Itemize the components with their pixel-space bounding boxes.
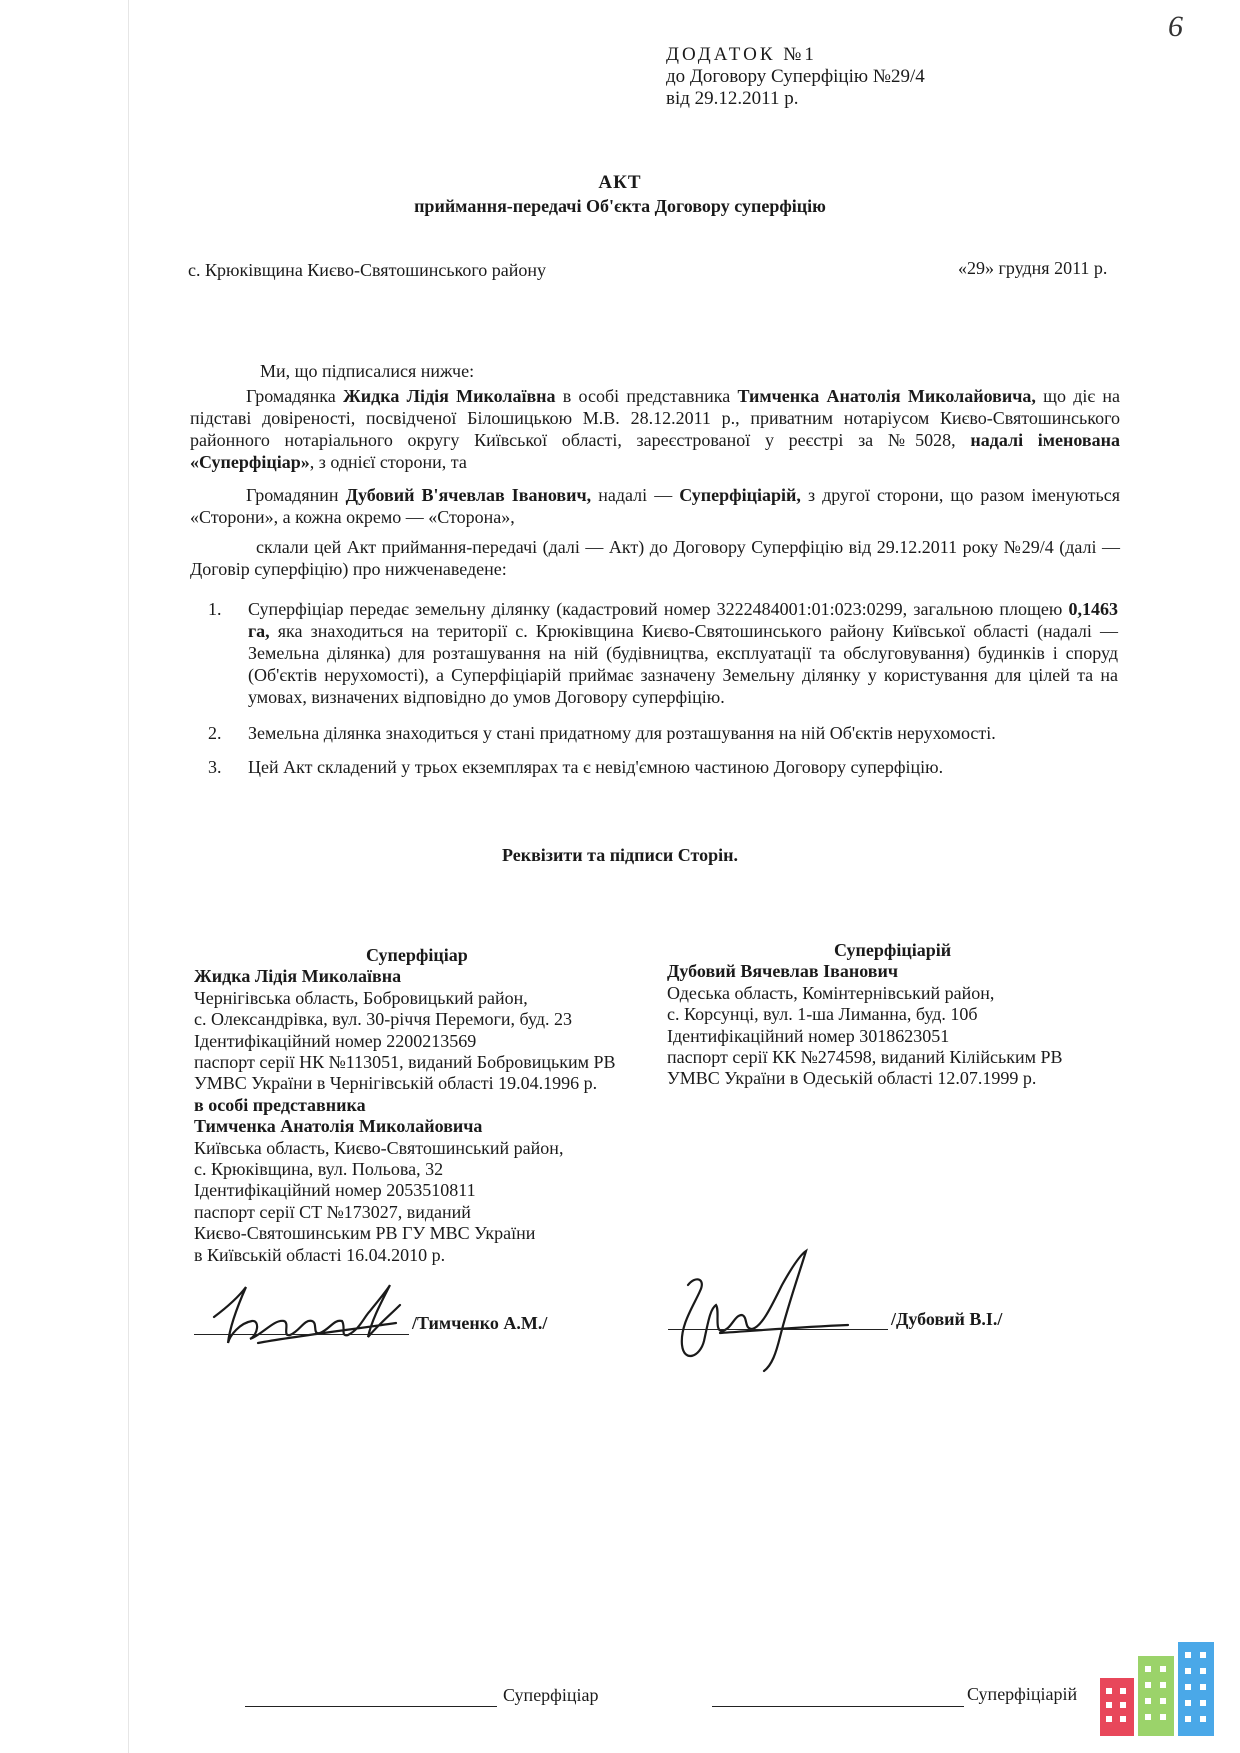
signature-name-left: /Тимченко А.М./ (412, 1313, 548, 1333)
party-role: Суперфіціарій (834, 940, 952, 960)
representative-detail-line: Київська область, Києво-Святошинський район, (194, 1137, 564, 1158)
representative-detail-line: в Київській області 16.04.2010 р. (194, 1244, 446, 1265)
document-subtitle: приймання-передачі Об'єкта Договору суперфіцію (414, 196, 826, 216)
party-name: Дубовий Вячевлав Іванович (667, 961, 899, 982)
party1-role: надалі іменована «Суперфіціар» (190, 430, 1121, 472)
addendum-contract-ref: до Договору Суперфіцію №29/4 (666, 66, 925, 87)
page-number: 6 (1168, 10, 1183, 43)
scan-margin-line (128, 0, 129, 1753)
signature-name-right: /Дубовий В.І./ (891, 1309, 1003, 1329)
party-detail-line: УМВС України в Чернігівській області 19.04.1996 р. (194, 1073, 598, 1094)
party2-text: з другої сторони, що разом іменуються «Сторони», а кожна окремо — «Сторона», (190, 485, 1120, 527)
party-detail-line: Чернігівська область, Бобровицький район, (194, 987, 528, 1008)
party-detail-line: паспорт серії НК №113051, виданий Бобровицьким РВ (194, 1052, 616, 1073)
agreement-paragraph: склали цей Акт приймання-передачі (далі — Акт) до Договору Суперфіцію від 29.12.2011 року №29/4 (далі — Договір суперфіцію) про нижченаведене: (190, 537, 1120, 579)
party-detail-line: Ідентифікаційний номер 2200213569 (194, 1030, 477, 1051)
party-name: Жидка Лідія Миколаївна (194, 966, 402, 987)
representative-detail-line: Ідентифікаційний номер 2053510811 (194, 1180, 476, 1201)
footer-signature-line-right (712, 1706, 964, 1707)
party1-text: Громадянка (246, 386, 343, 406)
document-title: АКТ (598, 172, 642, 193)
party1-name: Жидка Лідія Миколаївна (342, 386, 556, 406)
party1-text: в особі представника (555, 386, 738, 406)
signature-line-left (194, 1334, 409, 1335)
addendum-contract-date: від 29.12.2011 р. (666, 88, 799, 109)
superficiary-details (667, 940, 1167, 1090)
party2-paragraph (190, 484, 1120, 528)
representative-detail-line: паспорт серії СТ №173027, виданий (194, 1201, 471, 1222)
footer-label-left: Суперфіціар (503, 1685, 599, 1705)
representative-name: Тимченка Анатолія Миколайовича (194, 1116, 483, 1137)
party-detail-line: с. Олександрівка, вул. 30-річчя Перемоги, буд. 23 (194, 1009, 573, 1030)
party1-text: , з однієї сторони, та (309, 452, 467, 472)
list-item (208, 598, 1120, 708)
land-area: 0,1463 га, (248, 599, 1118, 641)
list-item-number: 3. (208, 757, 222, 777)
signature-line-right (668, 1329, 888, 1330)
footer-signature-line-left (245, 1706, 497, 1707)
party1-paragraph (190, 385, 1120, 473)
party-detail-line: с. Корсунці, вул. 1-ша Лиманна, буд. 10б (667, 1004, 978, 1025)
list-item-text: Земельна ділянка знаходиться у стані придатному для розташування на ній Об'єктів нерухомості. (248, 723, 996, 743)
signature-dubovyi (660, 1245, 860, 1385)
party2-name: Дубовий В'ячевлав Іванович, (345, 485, 592, 505)
superficiar-details (194, 945, 694, 1266)
list-item-number: 1. (208, 599, 222, 619)
party1-text: що діє на підставі довіреності, посвідченої Білошицькою М.В. 28.12.2011 р., приватним нотаріусом Києво-Святошинського районного нотаріального округу Київської області, зареєстрованої у реєстрі за №5028, (190, 386, 1120, 450)
document-place: с. Крюківщина Києво-Святошинського району (188, 260, 547, 280)
party-detail-line: паспорт серії КК №274598, виданий Кілійським РВ (667, 1047, 1063, 1068)
addendum-header (666, 44, 925, 110)
document-date: «29» грудня 2011 р. (958, 258, 1108, 278)
party-role: Суперфіціар (366, 945, 468, 965)
addendum-title: ДОДАТОК №1 (666, 44, 817, 65)
party-detail-line: Одеська область, Комінтернівський район, (667, 982, 995, 1003)
representative-label: в особі представника (194, 1094, 366, 1115)
party1-rep-name: Тимченка Анатолія Миколайовича, (737, 386, 1036, 406)
party2-text: надалі — (591, 485, 680, 505)
list-item-text: Цей Акт складений у трьох екземплярах та є невід'ємною частиною Договору суперфіцію. (248, 757, 944, 777)
party2-role: Суперфіціарій, (679, 485, 801, 505)
representative-detail-line: Києво-Святошинським РВ ГУ МВС України (194, 1223, 536, 1244)
intro-paragraph: Ми, що підписалися нижче: (260, 361, 475, 381)
representative-detail-line: с. Крюківщина, вул. Польова, 32 (194, 1159, 444, 1180)
list-item (208, 722, 1120, 746)
party-detail-line: УМВС України в Одеській області 12.07.1999 р. (667, 1068, 1037, 1089)
party-detail-line: Ідентифікаційний номер 3018623051 (667, 1025, 950, 1046)
list-item (208, 756, 1120, 780)
list-item-text (248, 598, 1118, 708)
party2-text: Громадянин (246, 485, 346, 505)
footer-label-right: Суперфіціарій (967, 1684, 1078, 1704)
list-item-number: 2. (208, 723, 222, 743)
requisites-heading: Реквізити та підписи Сторін. (501, 845, 739, 865)
signature-timchenko (200, 1265, 430, 1365)
list-item-text-part: Суперфіціар передає земельну ділянку (кадастровий номер 3222484001:01:023:0299, загальною площею (248, 599, 1069, 619)
list-item-text-part: яка знаходиться на території с. Крюківщина Києво-Святошинського району Київської області (надалі — Земельна ділянка) для розташування на ній (будівництва, експлуатації та обслуговування) будинків і споруд (Об'єктів нерухомості), а Суперфіціарій приймає зазначену Земельну ділянку у користування для цілей та на умовах, визначених відповідно до умов Договору суперфіцію. (248, 621, 1118, 707)
buildings-logo-icon (1098, 1638, 1216, 1738)
